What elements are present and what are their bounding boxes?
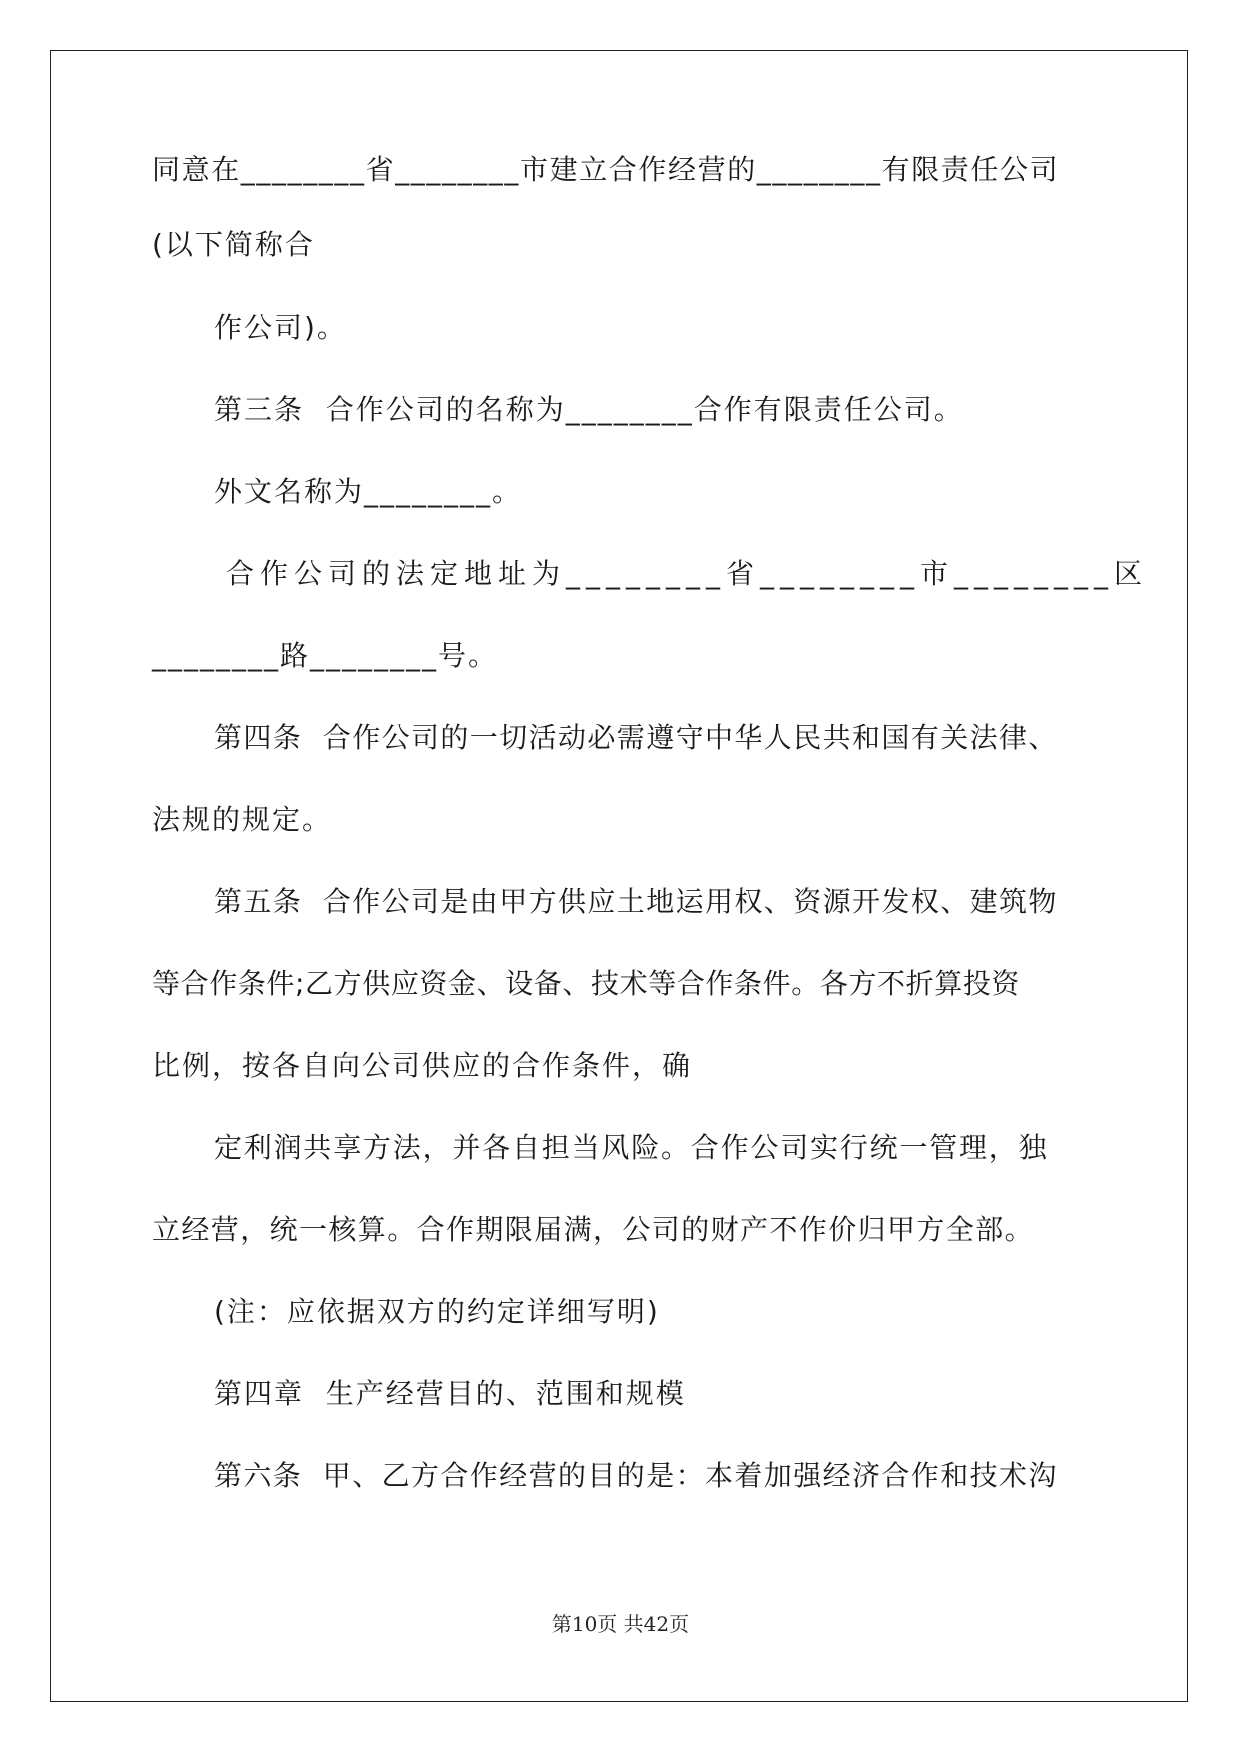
text-line: 第六条 甲、乙方合作经营的目的是：本着加强经济合作和技术沟 [214,1459,1058,1492]
page-number-footer: 第10页 共42页 [551,1612,690,1636]
text-line: 同意在________省________市建立合作经营的________有限责任公司 [152,153,1060,186]
text-line: 等合作条件;乙方供应资金、设备、技术等合作条件。各方不折算投资 [152,967,1021,1000]
text-line: 外文名称为________。 [214,475,523,508]
text-line: 定利润共享方法，并各自担当风险。合作公司实行统一管理，独 [214,1131,1049,1164]
text-line: 法规的规定。 [152,803,333,836]
text-line: 比例，按各自向公司供应的合作条件，确 [152,1049,693,1082]
text-line: 第四章 生产经营目的、范围和规模 [214,1377,686,1410]
text-line: 合作公司的法定地址为________省________市________区 [226,557,1149,590]
text-line: 第五条 合作公司是由甲方供应土地运用权、资源开发权、建筑物 [214,885,1058,918]
text-line: 第三条 合作公司的名称为________合作有限责任公司。 [214,393,964,426]
text-line: 作公司)。 [214,311,347,344]
page-border [50,50,1188,1702]
text-line: (以下简称合 [152,228,315,261]
text-line: (注：应依据双方的约定详细写明) [214,1295,660,1328]
text-line: 第四条 合作公司的一切活动必需遵守中华人民共和国有关法律、 [214,721,1058,754]
text-line: 立经营，统一核算。合作期限届满，公司的财产不作价归甲方全部。 [152,1213,1035,1246]
text-line: ________路________号。 [152,639,499,672]
